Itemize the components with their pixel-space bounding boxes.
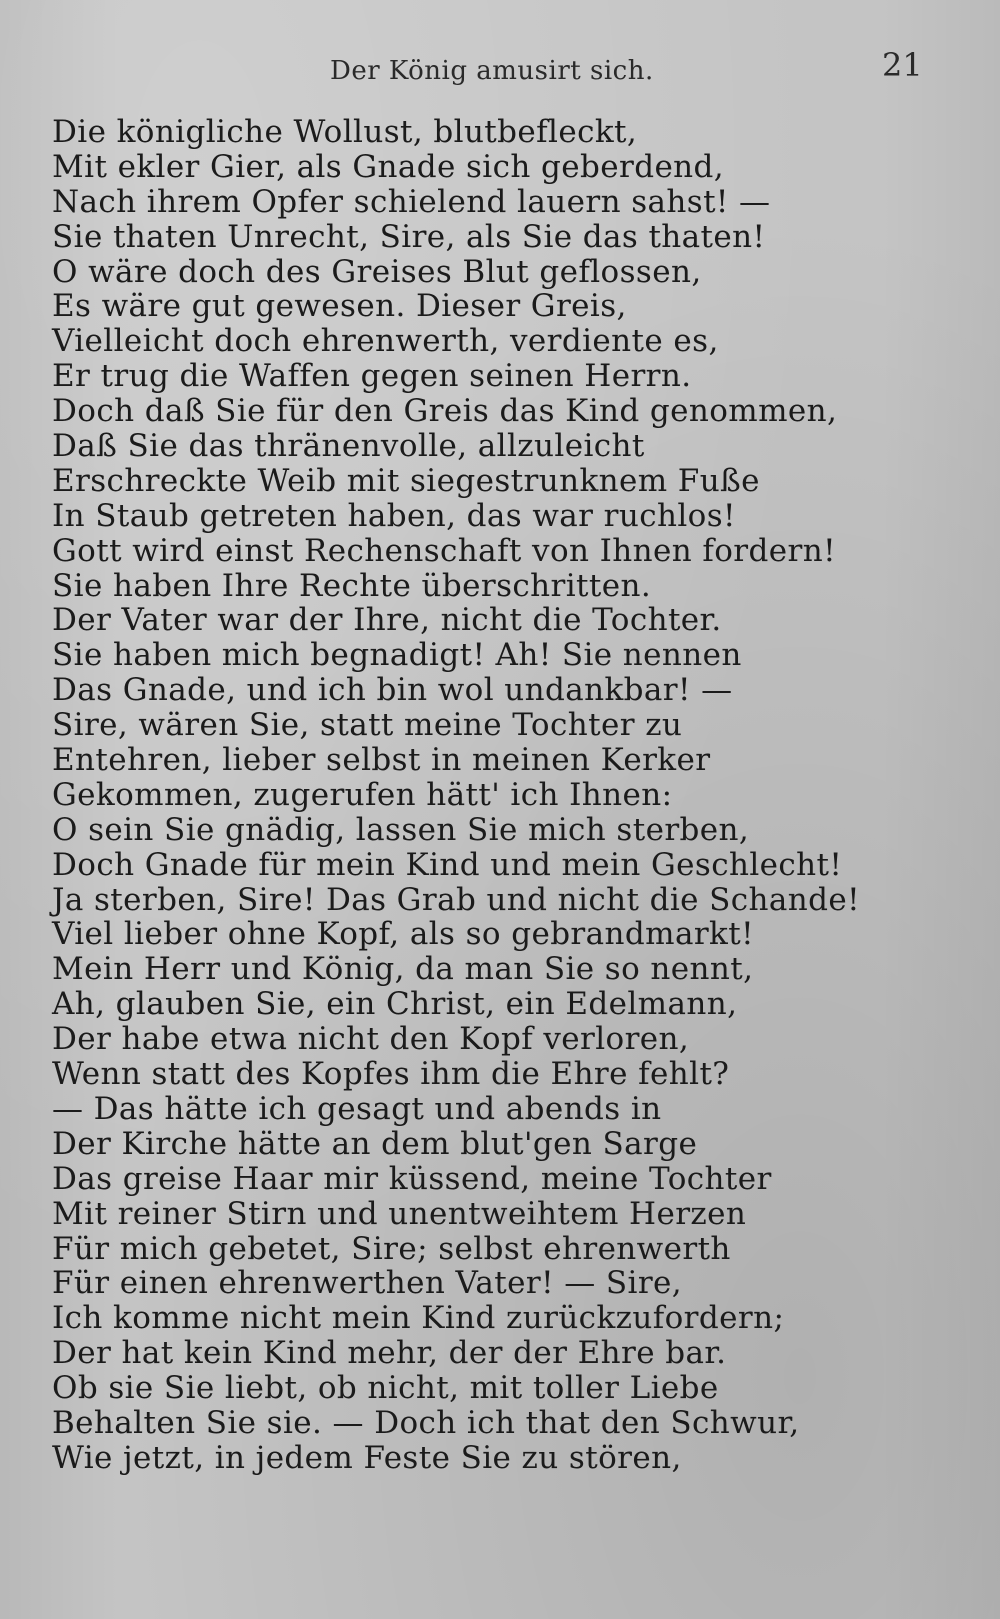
verse-line: Der Vater war der Ihre, nicht die Tochter. (52, 602, 722, 639)
verse-line: Wenn statt des Kopfes ihm die Ehre fehlt? (52, 1056, 730, 1093)
verse-line: Ja sterben, Sire! Das Grab und nicht die Schande! (52, 881, 861, 918)
verse-line: Der hat kein Kind mehr, der der Ehre bar. (52, 1335, 727, 1372)
page-number: 21 (882, 46, 923, 84)
verse-line: Erschreckte Weib mit siegestrunknem Fuße (52, 462, 760, 499)
verse-line: Daß Sie das thränenvolle, allzuleicht (52, 428, 645, 465)
verse-line: Doch daß Sie für den Greis das Kind genommen, (52, 393, 838, 430)
verse-line: Er trug die Waffen gegen seinen Herrn. (52, 358, 692, 395)
verse-line: Ich komme nicht mein Kind zurückzufordern; (52, 1300, 785, 1337)
verse-line: O sein Sie gnädig, lassen Sie mich sterben, (52, 811, 750, 848)
verse-line: Ob sie Sie liebt, ob nicht, mit toller Liebe (52, 1370, 719, 1407)
verse-line: Der habe etwa nicht den Kopf verloren, (52, 1021, 690, 1058)
verse-line: Das Gnade, und ich bin wol undankbar! — (52, 672, 733, 709)
verse-line: Wie jetzt, in jedem Feste Sie zu stören, (52, 1439, 682, 1476)
verse-line: Es wäre gut gewesen. Dieser Greis, (52, 288, 627, 325)
verse-line: Mit ekler Gier, als Gnade sich geberdend, (52, 148, 725, 185)
verse-line: Sire, wären Sie, statt meine Tochter zu (52, 707, 683, 744)
verse-line: Für einen ehrenwerthen Vater! — Sire, (52, 1265, 683, 1302)
running-header: Der König amusirt sich. (330, 56, 654, 86)
verse-line: Doch Gnade für mein Kind und mein Geschlecht! (52, 846, 843, 883)
verse-line: Mein Herr und König, da man Sie so nennt, (52, 951, 754, 988)
verse-line: Der Kirche hätte an dem blut'gen Sarge (52, 1125, 698, 1162)
verse-line: Vielleicht doch ehrenwerth, verdiente es, (52, 323, 719, 360)
verse-line: Behalten Sie sie. — Doch ich that den Schwur, (52, 1404, 800, 1441)
verse-line: In Staub getreten haben, das war ruchlos! (52, 497, 736, 534)
verse-line: Das greise Haar mir küssend, meine Tochter (52, 1160, 772, 1197)
verse-text (52, 115, 952, 1476)
verse-line: Gott wird einst Rechenschaft von Ihnen fordern! (52, 532, 836, 569)
verse-line: Sie haben Ihre Rechte überschritten. (52, 567, 652, 604)
verse-line: Nach ihrem Opfer schielend lauern sahst! — (52, 183, 771, 220)
verse-line: Sie haben mich begnadigt! Ah! Sie nennen (52, 637, 742, 674)
verse-line: Für mich gebetet, Sire; selbst ehrenwerth (52, 1230, 731, 1267)
verse-line: Ah, glauben Sie, ein Christ, ein Edelmann, (52, 986, 738, 1023)
verse-line: Viel lieber ohne Kopf, als so gebrandmarkt! (52, 916, 754, 953)
verse-line: Sie thaten Unrecht, Sire, als Sie das thaten! (52, 218, 766, 255)
verse-line: — Das hätte ich gesagt und abends in (52, 1090, 662, 1127)
verse-line: Die königliche Wollust, blutbefleckt, (52, 114, 638, 150)
verse-line: Entehren, lieber selbst in meinen Kerker (52, 742, 711, 779)
verse-line: Mit reiner Stirn und unentweihtem Herzen (52, 1195, 747, 1232)
verse-line: O wäre doch des Greises Blut geflossen, (52, 253, 702, 290)
verse-line: Gekommen, zugerufen hätt' ich Ihnen: (52, 776, 673, 813)
